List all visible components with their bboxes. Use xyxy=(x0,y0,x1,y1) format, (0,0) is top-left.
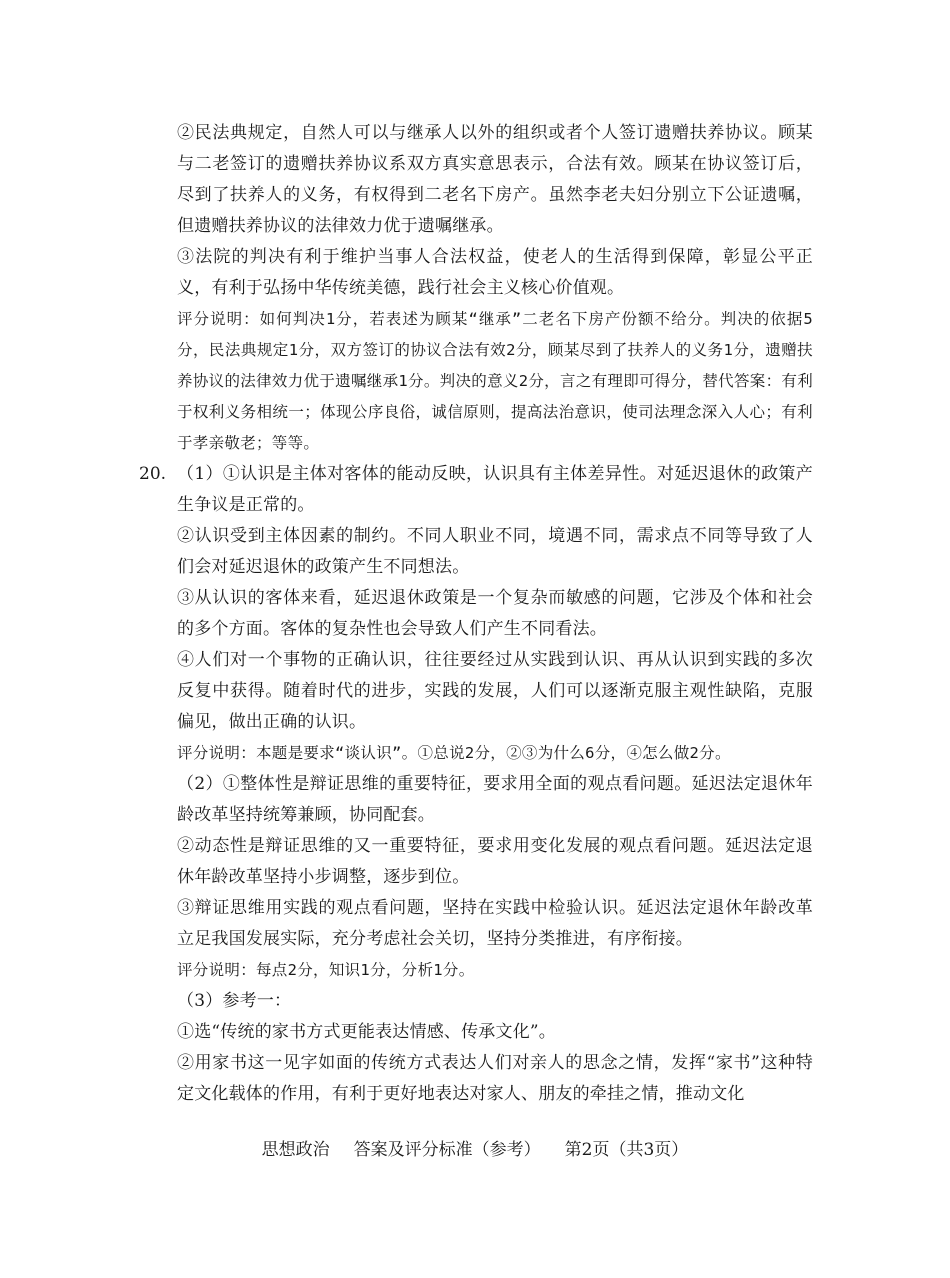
q20-part1 xyxy=(139,459,813,521)
q19-point-2: ②民法典规定，自然人可以与继承人以外的组织或者个人签订遗赠扶养协议。顾某与二老签订的遗赠扶养协议系双方真实意思表示，合法有效。顾某在协议签订后，尽到了扶养人的义务，有权得到二老名下房产。虽然李老夫妇分别立下公证遗嘱，但遗赠扶养协议的法律效力优于遗嘱继承。 xyxy=(177,123,813,236)
footer-subject: 思想政治 xyxy=(261,1140,330,1160)
q20-2-scoring-note: 评分说明：每点2分，知识1分，分析1分。 xyxy=(177,961,475,979)
q20-3-point-2: ②用家书这一见字如面的传统方式表达人们对亲人的思念之情，发挥“家书”这种特定文化载体的作用，有利于更好地表达对家人、朋友的牵挂之情，推动文化 xyxy=(177,1053,813,1104)
q20-1-point-2: ②认识受到主体因素的制约。不同人职业不同，境遇不同，需求点不同等导致了人们会对延迟退休的政策产生不同想法。 xyxy=(177,526,813,577)
q20-2-point-3: ③辩证思维用实践的观点看问题，坚持在实践中检验认识。延迟法定退休年龄改革立足我国发展实际，充分考虑社会关切，坚持分类推进，有序衔接。 xyxy=(177,898,813,949)
q19-point-3: ③法院的判决有利于维护当事人合法权益，使老人的生活得到保障，彰显公平正义，有利于弘扬中华传统美德，践行社会主义核心价值观。 xyxy=(177,247,813,298)
q20-1-scoring-note: 评分说明：本题是要求“谈认识”。①总说2分，②③为什么6分，④怎么做2分。 xyxy=(177,744,731,762)
q20-1-point-3: ③从认识的客体来看，延迟退休政策是一个复杂而敏感的问题，它涉及个体和社会的多个方面。客体的复杂性也会导致人们产生不同看法。 xyxy=(177,588,813,639)
q20-2-point-1: （2）①整体性是辩证思维的重要特征，要求用全面的观点看问题。延迟法定退休年龄改革坚持统筹兼顾，协同配套。 xyxy=(177,774,813,825)
q20-1-point-1: （1）①认识是主体对客体的能动反映，认识具有主体差异性。对延迟退休的政策产生争议是正常的。 xyxy=(177,464,813,515)
q20-1-point-4: ④人们对一个事物的正确认识，往往要经过从实践到认识、再从认识到实践的多次反复中获得。随着时代的进步，实践的发展，人们可以逐渐克服主观性缺陷，克服偏见，做出正确的认识。 xyxy=(177,650,813,732)
page-content xyxy=(139,118,813,1110)
q20-3-reference-heading: （3）参考一： xyxy=(177,991,292,1011)
footer-doc-title: 答案及评分标准（参考） xyxy=(353,1140,541,1160)
question-number: 20. xyxy=(139,464,167,484)
page-footer xyxy=(0,1135,950,1165)
footer-page-number: 第2页（共3页） xyxy=(564,1140,689,1160)
q20-3-point-1: ①选“传统的家书方式更能表达情感、传承文化”。 xyxy=(177,1022,556,1042)
q20-2-point-2: ②动态性是辩证思维的又一重要特征，要求用变化发展的观点看问题。延迟法定退休年龄改革坚持小步调整，逐步到位。 xyxy=(177,836,813,887)
q19-scoring-note: 评分说明：如何判决1分，若表述为顾某“继承”二老名下房产份额不给分。判决的依据5分，民法典规定1分，双方签订的协议合法有效2分，顾某尽到了扶养人的义务1分，遗赠扶养协议的法律效力优于遗嘱继承1分。判决的意义2分，言之有理即可得分，替代答案：有利于权利义务相统一；体现公序良俗，诚信原则，提高法治意识，使司法理念深入人心；有利于孝亲敬老；等等。 xyxy=(177,310,813,452)
